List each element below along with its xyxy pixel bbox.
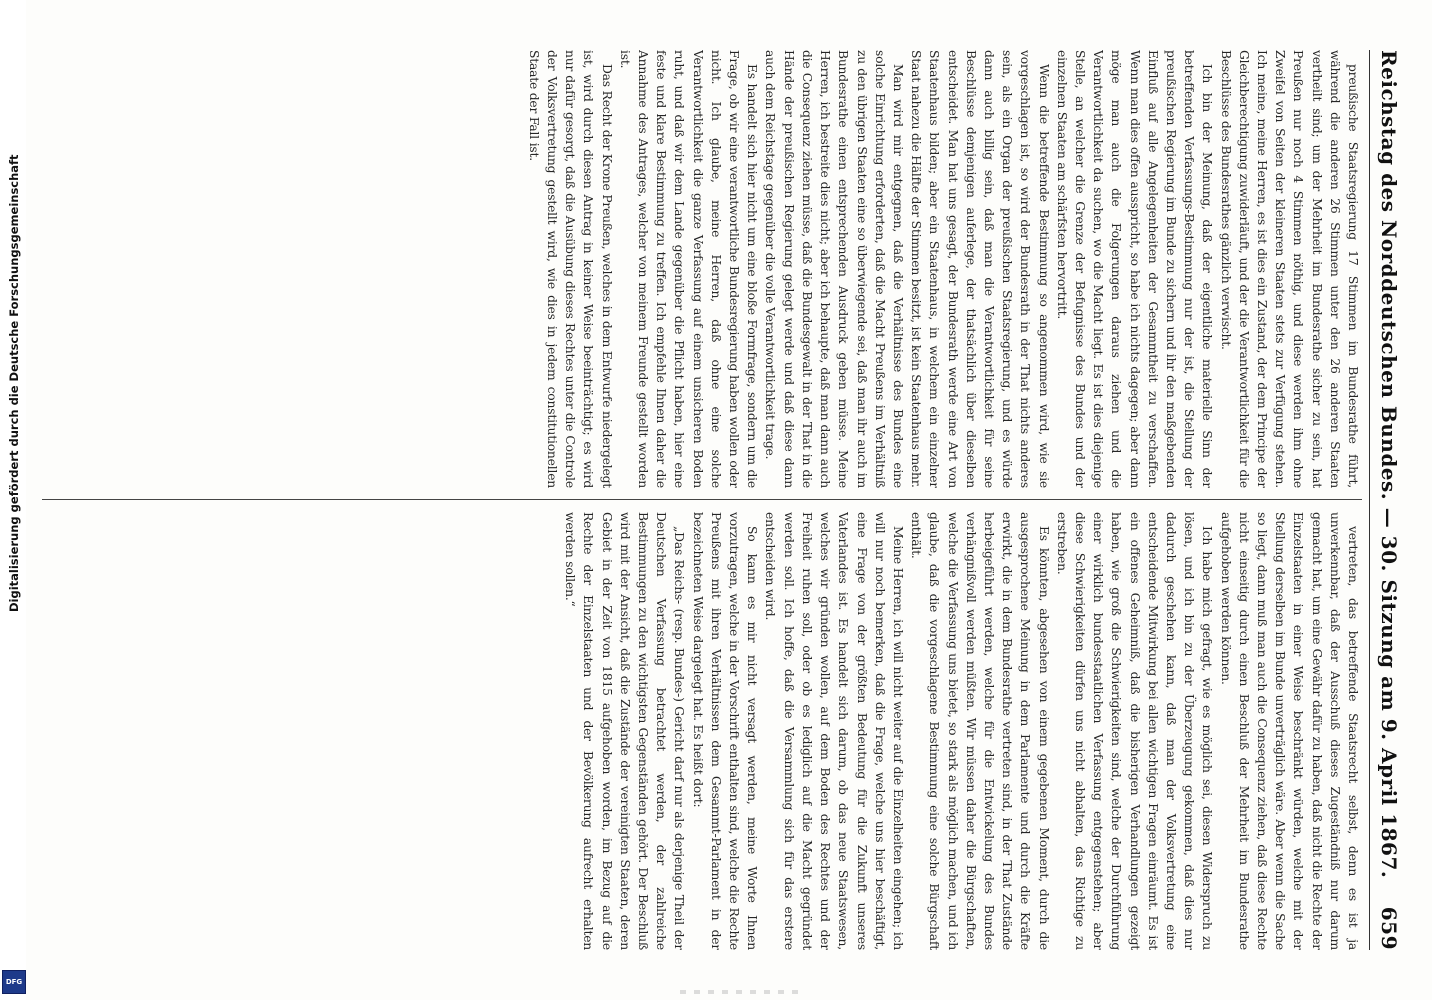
page-number: 659	[1377, 906, 1401, 950]
dfg-logo-icon: DFG	[2, 970, 26, 994]
paragraph: Ich bin der Meinung, daß der eigentliche materielle Sinn der betreffenden Verfassungs-Bestimmung nur der ist, die Stellung der preußischen Regierung im Bunde zu sichern und ihr den maßgebenden Einfluß auf alle Angelegenheiten der Gesammtheit zu verschaffen. Wenn man dies offen ausspricht, so habe ich nichts dagegen; aber dann möge man auch die Folgerungen daraus ziehen und die Verantwortlichkeit da suchen, wo die Macht liegt. Es ist dies diejenige Stelle, an welcher die Grenze der Befugnisse des Bundes und der einzelnen Staaten am schärfsten hervortritt.	[1054, 50, 1215, 488]
scan-artifact	[680, 990, 800, 994]
paragraph: preußische Staatsregierung 17 Stimmen im Bundesrathe führt, während die anderen 26 Stimmen unter den 26 anderen Staaten vertheilt sind; um der Mehrheit im Bundesrathe sicher zu sein, hat Preußen nur noch 4 Stimmen nöthig, und diese werden ihm ohne Zweifel von Seiten der kleineren Staaten stets zur Verfügung stehen. Ich meine, meine Herren, es ist dies ein Zustand, der dem Principe der Gleichberechtigung zuwiderläuft, und der die Verantwortlichkeit für die Beschlüsse des Bundesrathes gänzlich verwischt.	[1218, 50, 1360, 488]
paragraph: So kann es mir nicht versagt werden, meine Worte Ihnen vorzutragen, welche in der Vorschrift enthalten sind, welche die Rechte Preußens mit ihren Verhältnissen dem Gesammt-Parlament in der bezeichneten Weise dargelegt hat. Es heißt dort:	[690, 512, 760, 950]
paragraph: Man wird mir entgegnen, daß die Verhältnisse des Bundes eine solche Einrichtung erforderten, daß die Macht Preußens im Verhältniß zu den übrigen Staaten eine so überwiegende sei, daß man ihr auch im Bundesrathe einen entsprechenden Ausdruck geben müsse. Meine Herren, ich bestreite dies nicht; aber ich behaupte, daß man dann auch die Consequenz ziehen müsse, daß die Bundesgewalt in der That in die Hände der preußischen Regierung gelegt werde und daß diese dann auch dem Reichstage gegenüber die volle Verantwortlichkeit trage.	[763, 50, 905, 488]
scanned-page	[26, 20, 1406, 980]
header-rule	[1369, 50, 1370, 950]
credit-text: Digitalisierung gefördert durch die Deutsche Forschungsgemeinschaft	[7, 154, 21, 612]
paragraph: „Das Reichs- (resp. Bundes-) Gericht darf nur als derjenige Theil der Deutschen Verfassung betrachtet werden, der zahlreiche Bestimmungen zu den wichtigsten Gegenständen gehört. Der Beschluß wird mit der Ansicht, daß die Zustände der vereinigten Staaten, deren Gebiet in der Zeit von 1815 aufgehoben worden, im Bezug auf die Rechte der Einzelstaaten und der Bevölkerung aufrecht erhalten werden sollen.“	[563, 512, 687, 950]
text-column-right	[42, 512, 1362, 950]
paragraph: Ich habe mich gefragt, wie es möglich sei, diesen Widerspruch zu lösen, und ich bin zu der Überzeugung gekommen, daß dies nur dadurch geschehen kann, daß man der Volksvertretung eine entscheidende Mitwirkung bei allen wichtigen Fragen einräumt. Es ist ein offenes Geheimniß, daß die bisherigen Verhandlungen gezeigt haben, wie groß die Schwierigkeiten sind, welche der Durchführung einer wirklich bundesstaatlichen Verfassung entgegenstehen; aber diese Schwierigkeiten dürfen uns nicht abhalten, das Richtige zu erstreben.	[1054, 512, 1215, 950]
paragraph: Wenn die betreffende Bestimmung so angenommen wird, wie sie vorgeschlagen ist, so wird der Bundesrath in der That nichts anderes sein, als ein Organ der preußischen Staatsregierung, und es würde dann auch billig sein, daß man die Verantwortlichkeit für seine Beschlüsse demjenigen auferlege, der thatsächlich über dieselben entscheidet. Man hat uns gesagt, der Bundesrath werde eine Art von Staatenhaus bilden; aber ein Staatenhaus, in welchem ein einzelner Staat nahezu die Hälfte der Stimmen besitzt, ist kein Staatenhaus mehr.	[909, 50, 1051, 488]
paragraph: Das Recht der Krone Preußen, welches in dem Entwurfe niedergelegt ist, wird durch diesen Antrag in keiner Weise beeinträchtigt; es wird nur dafür gesorgt, daß die Ausübung dieses Rechtes unter die Controle der Volksvertretung gestellt wird, wie dies in jedem constitutionellen Staate der Fall ist.	[526, 50, 614, 488]
paragraph: Meine Herren, ich will nicht weiter auf die Einzelheiten eingehen; ich will nur noch bemerken, daß die Frage, welche uns hier beschäftigt, eine Frage von der größten Bedeutung für die Zukunft unseres Vaterlandes ist. Es handelt sich darum, ob das neue Staatswesen, welches wir gründen wollen, auf dem Boden des Rechtes und der Freiheit ruhen soll, oder ob es lediglich auf die Macht gegründet werden soll. Ich hoffe, daß die Versammlung sich für das erstere entscheiden wird.	[763, 512, 905, 950]
column-divider	[42, 499, 1362, 500]
running-title: Reichstag des Norddeutschen Bundes. — 30. Sitzung am 9. April 1867.	[1377, 50, 1401, 879]
paragraph: Es könnten, abgesehen von einem gegebenen Moment, durch die ausgesprochene Meinung in dem Parlamente und durch die Kräfte erwirkt, die in dem Bundesrathe vertreten sind, in der That Zustände herbeigeführt werden, welche für die Entwickelung des Bundes verhängnißvoll werden müßten. Wir müssen daher die Bürgschaften, welche die Verfassung uns bietet, so stark als möglich machen, und ich glaube, daß die vorgeschlagene Bestimmung eine solche Bürgschaft enthält.	[909, 512, 1051, 950]
paragraph: Es handelt sich hier nicht um eine bloße Formfrage, sondern um die Frage, ob wir eine verantwortliche Bundesregierung haben wollen oder nicht. Ich glaube, meine Herren, daß ohne eine solche Verantwortlichkeit die ganze Verfassung auf einem unsicheren Boden ruht, und daß wir dem Lande gegenüber die Pflicht haben, hier eine feste und klare Bestimmung zu treffen. Ich empfehle Ihnen daher die Annahme des Antrages, welcher von meinem Freunde gestellt worden ist.	[617, 50, 760, 488]
paragraph: vertreten, das betreffende Staatsrecht selbst, denn es ist ja unverkennbar, daß der Ausschuß dieses Zugeständniß nur darum gemacht hat, um eine Gewähr dafür zu haben, daß nicht die Rechte der Einzelstaaten in einer Weise beschränkt würden, welche mit der Stellung derselben im Bunde unverträglich wäre. Aber wenn die Sache so liegt, dann muß man auch die Consequenz ziehen, daß diese Rechte nicht einseitig durch einen Beschluß der Mehrheit im Bundesrathe aufgehoben werden können.	[1218, 512, 1360, 950]
digitization-credit-strip	[0, 0, 26, 1000]
page-header	[1372, 50, 1406, 950]
text-column-left	[42, 50, 1362, 488]
